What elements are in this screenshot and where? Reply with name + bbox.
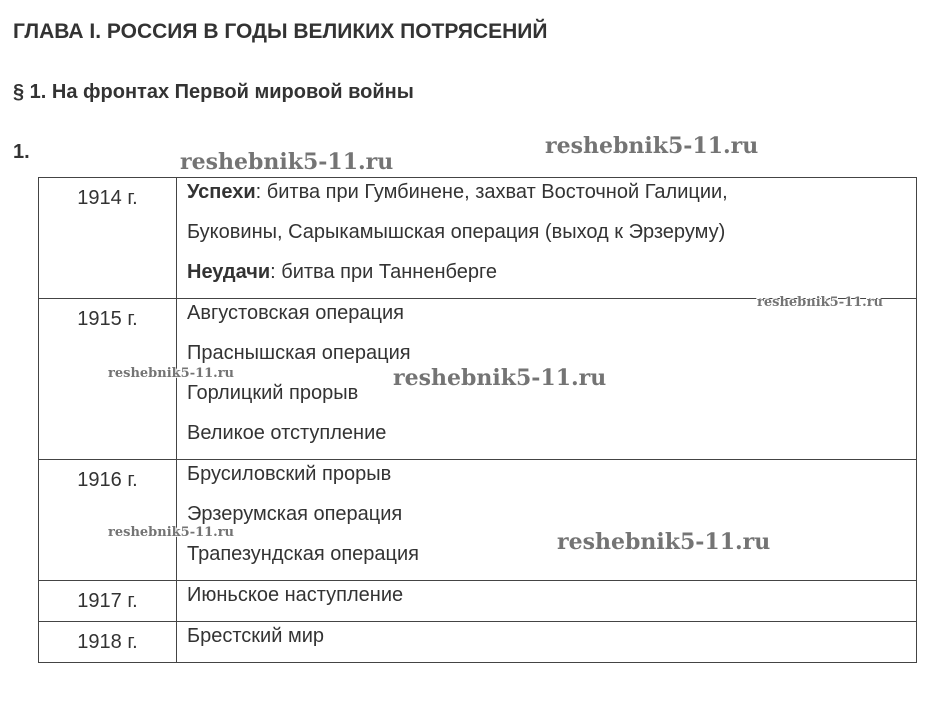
event-line: Эрзерумская операция (187, 503, 403, 525)
event-line: Праснышская операция (187, 342, 411, 364)
event-line: Брусиловский прорыв (187, 463, 392, 485)
chapter-title: ГЛАВА I. РОССИЯ В ГОДЫ ВЕЛИКИХ ПОТРЯСЕНИЙ (13, 20, 548, 43)
watermark: reshebnik5-11.ru (180, 149, 394, 175)
watermark: reshebnik5-11.ru (108, 525, 235, 540)
watermark: reshebnik5-11.ru (557, 529, 771, 555)
year-cell: 1914 г. (39, 178, 177, 299)
events-cell (177, 581, 917, 622)
table-row-1915 (39, 299, 917, 460)
event-line: Горлицкий прорыв (187, 382, 359, 404)
success-label: Успехи (187, 181, 256, 203)
event-line: Брестский мир (187, 625, 325, 647)
year-cell: 1917 г. (39, 581, 177, 622)
success-text: : битва при Гумбинене, захват Восточной Галиции, (255, 181, 728, 203)
section-title: § 1. На фронтах Первой мировой войны (13, 81, 414, 103)
table-row-1918 (39, 622, 917, 663)
year-cell: 1915 г. (39, 299, 177, 460)
table-row-1917 (39, 581, 917, 622)
watermark: reshebnik5-11.ru (108, 366, 235, 381)
events-cell (177, 460, 917, 581)
watermark: reshebnik5-11.ru (545, 133, 759, 159)
event-line (187, 258, 916, 298)
year-cell: 1918 г. (39, 622, 177, 663)
answer-table (38, 177, 917, 663)
failure-text: : битва при Танненберге (270, 261, 497, 283)
table-row-1916 (39, 460, 917, 581)
year-cell: 1916 г. (39, 460, 177, 581)
event-line (187, 178, 916, 218)
events-cell (177, 178, 917, 299)
task-number: 1. (13, 141, 30, 163)
watermark: reshebnik5-11.ru (757, 295, 884, 310)
failure-label: Неудачи (187, 261, 271, 283)
event-line: Великое отступление (187, 422, 387, 444)
events-cell (177, 622, 917, 663)
watermark: reshebnik5-11.ru (393, 365, 607, 391)
event-line: Июньское наступление (187, 584, 404, 606)
event-line: Августовская операция (187, 302, 404, 324)
event-line: Буковины, Сарыкамышская операция (выход к Эрзеруму) (187, 221, 726, 243)
event-line: Трапезундская операция (187, 543, 419, 565)
events-cell (177, 299, 917, 460)
table-row-1914 (39, 178, 917, 299)
